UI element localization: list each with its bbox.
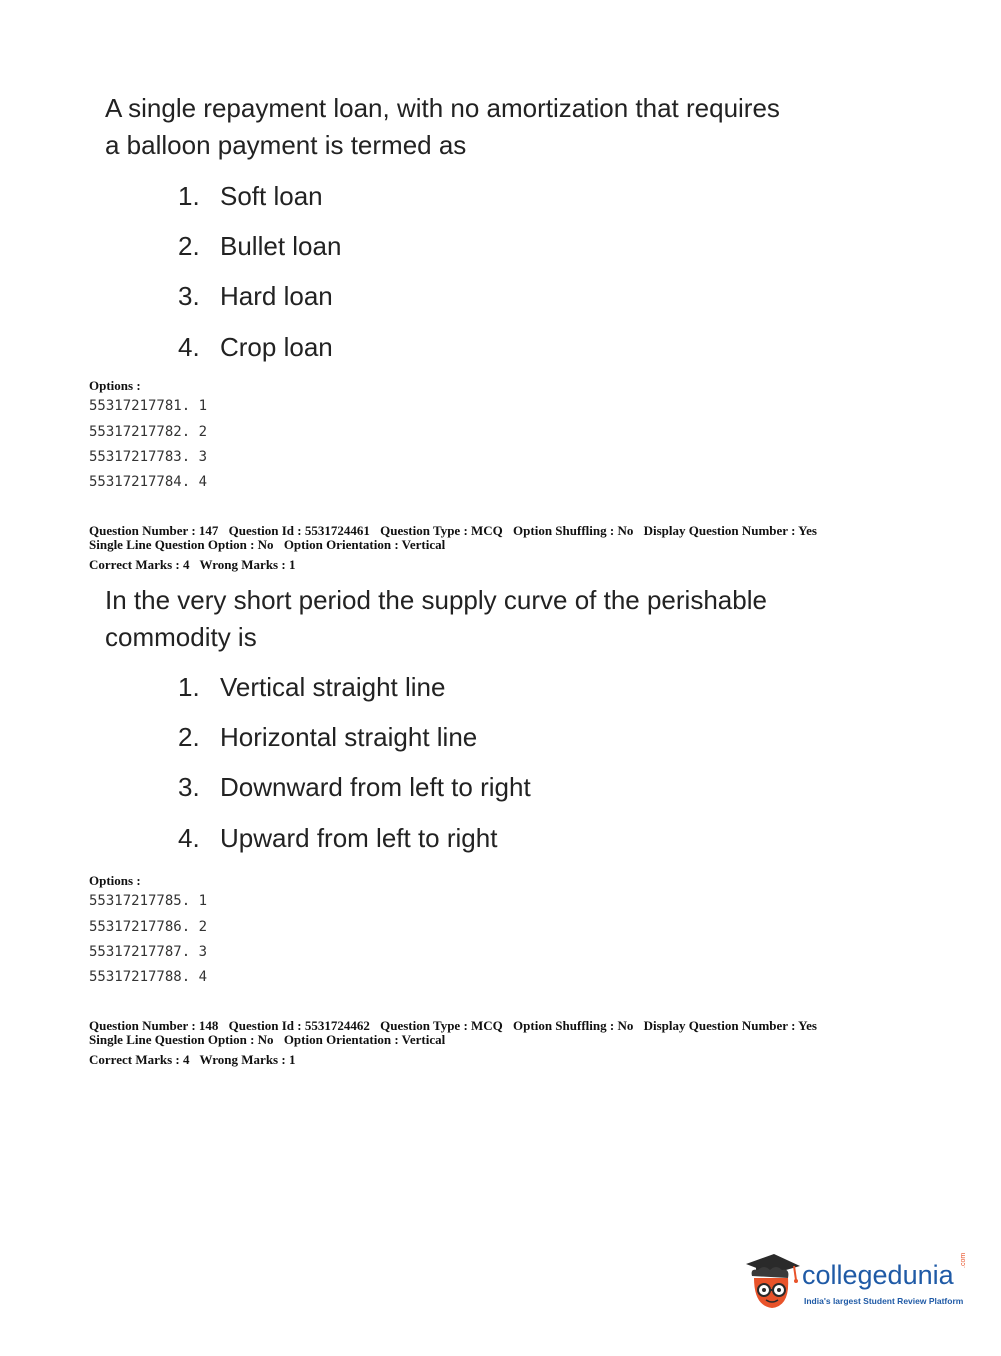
choice-text: Upward from left to right: [220, 823, 498, 853]
logo-wordmark: collegedunia: [802, 1260, 954, 1290]
question-1-option-3: 55317217783. 3: [89, 449, 208, 465]
meta-148-line-2: [89, 1032, 452, 1047]
display-question-number: Display Question Number : Yes: [643, 1018, 817, 1033]
choice-text: Downward from left to right: [220, 772, 531, 802]
choice-text: Vertical straight line: [220, 672, 446, 702]
question-2-option-4: 55317217788. 4: [89, 969, 208, 985]
option-shuffling: Option Shuffling : No: [513, 523, 634, 538]
meta-147-line-2: [89, 537, 452, 552]
wrong-marks: Wrong Marks : 1: [199, 1052, 296, 1067]
wrong-marks: Wrong Marks : 1: [199, 557, 296, 572]
question-2-text: [105, 582, 865, 656]
question-1-text: [105, 90, 865, 164]
question-1-line-2: a balloon payment is termed as: [105, 130, 467, 160]
correct-marks: Correct Marks : 4: [89, 1052, 190, 1067]
option-orientation: Option Orientation : Vertical: [283, 1032, 446, 1047]
choice-number: 3.: [178, 281, 200, 311]
meta-147-line-3: [89, 557, 302, 572]
question-2-choice-2: [178, 721, 477, 753]
question-2-choice-4: [178, 822, 497, 854]
question-id: Question Id : 5531724462: [228, 1018, 370, 1033]
question-1-option-4: 55317217784. 4: [89, 474, 208, 490]
meta-148-line-1: [89, 1018, 824, 1033]
question-1-choice-1: [178, 180, 323, 212]
choice-number: 3.: [178, 772, 200, 802]
question-1-option-1: 55317217781. 1: [89, 398, 208, 414]
question-1-choice-2: [178, 230, 341, 262]
choice-number: 4.: [178, 823, 200, 853]
choice-text: Bullet loan: [220, 231, 342, 261]
choice-number: 1.: [178, 181, 200, 211]
option-shuffling: Option Shuffling : No: [513, 1018, 634, 1033]
logo-tagline: India's largest Student Review Platform: [804, 1296, 964, 1306]
display-question-number: Display Question Number : Yes: [643, 523, 817, 538]
question-2-line-1: In the very short period the supply curve of the perishable: [105, 585, 767, 615]
collegedunia-logo: [742, 1250, 972, 1320]
question-number: Question Number : 147: [89, 523, 219, 538]
choice-number: 1.: [178, 672, 200, 702]
correct-marks: Correct Marks : 4: [89, 557, 190, 572]
question-1-choice-3: [178, 280, 333, 312]
question-2-choice-3: [178, 771, 531, 803]
meta-148-line-3: [89, 1052, 302, 1067]
question-1-options-label: Options :: [89, 378, 141, 393]
choice-number: 4.: [178, 332, 200, 362]
student-mascot-icon: [742, 1250, 802, 1314]
question-2-line-2: commodity is: [105, 622, 257, 652]
meta-147-line-1: [89, 523, 824, 538]
question-id: Question Id : 5531724461: [228, 523, 370, 538]
question-2-choice-1: [178, 671, 445, 703]
question-2-options-label: Options :: [89, 873, 141, 888]
logo-suffix: .com: [960, 1252, 967, 1268]
choice-text: Soft loan: [220, 181, 323, 211]
choice-text: Horizontal straight line: [220, 722, 478, 752]
question-2-option-1: 55317217785. 1: [89, 893, 208, 909]
question-number: Question Number : 148: [89, 1018, 219, 1033]
question-type: Question Type : MCQ: [380, 1018, 503, 1033]
choice-text: Hard loan: [220, 281, 333, 311]
question-1-line-1: A single repayment loan, with no amortization that requires: [105, 93, 780, 123]
option-orientation: Option Orientation : Vertical: [283, 537, 446, 552]
question-type: Question Type : MCQ: [380, 523, 503, 538]
question-2-option-3: 55317217787. 3: [89, 944, 208, 960]
single-line-option: Single Line Question Option : No: [89, 1032, 274, 1047]
choice-number: 2.: [178, 722, 200, 752]
question-1-option-2: 55317217782. 2: [89, 424, 208, 440]
choice-text: Crop loan: [220, 332, 333, 362]
single-line-option: Single Line Question Option : No: [89, 537, 274, 552]
question-2-option-2: 55317217786. 2: [89, 919, 208, 935]
choice-number: 2.: [178, 231, 200, 261]
question-1-choice-4: [178, 331, 333, 363]
